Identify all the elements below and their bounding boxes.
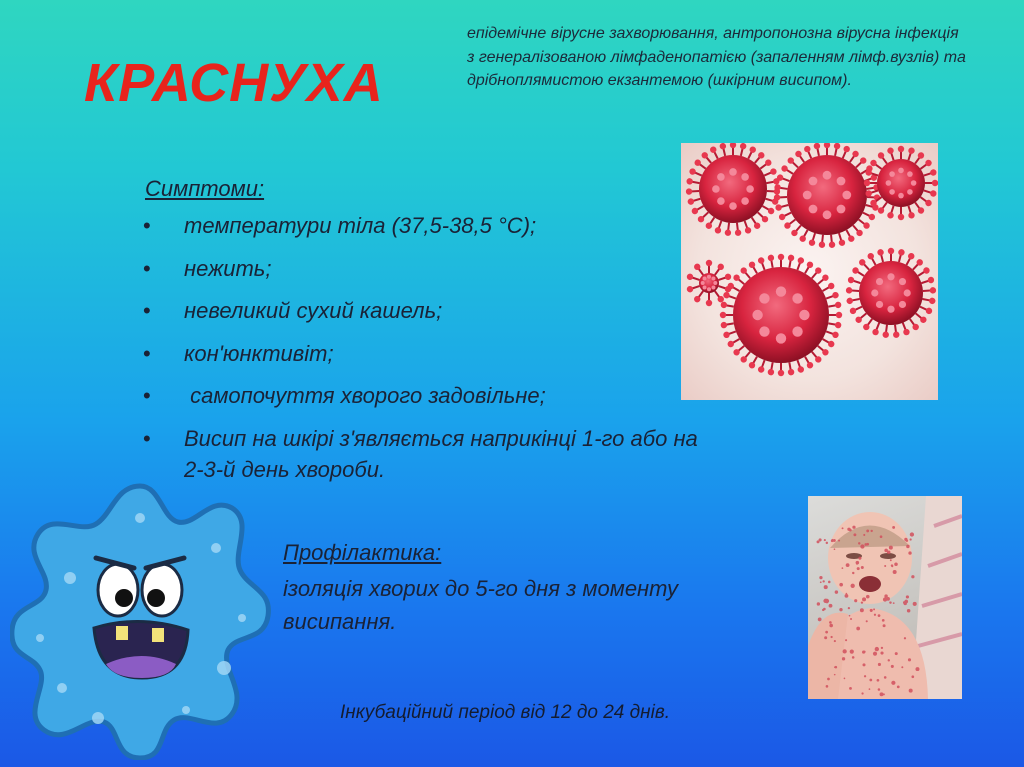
disease-definition: епідемічне вірусне захворювання, антропонозна вірусна інфекція з генералізованою лімфаденопатією (запаленням лімф.вузлів) та дрібноплямистою екзантемою (шкірним висипом).	[467, 25, 966, 89]
bullet-icon: •	[143, 425, 151, 451]
symptom-text: самопочуття хворого задовільне;	[184, 383, 546, 408]
prevention-text: ізоляція хворих до 5-го дня з моменту висипання.	[283, 576, 679, 634]
bullet-icon: •	[143, 213, 151, 238]
virus-particle	[774, 143, 881, 248]
symptom-text: невеликий сухий кашель;	[184, 298, 443, 323]
virus-particle	[686, 143, 781, 236]
symptom-text: температури тіла (37,5-38,5 °С);	[184, 213, 537, 238]
list-item	[140, 253, 700, 284]
symptom-text: нежить;	[184, 255, 272, 281]
list-item	[140, 295, 700, 326]
prevention-heading: Профілактика:	[283, 540, 442, 565]
bullet-icon: •	[143, 298, 151, 323]
baby-photo	[808, 496, 962, 699]
symptoms-list	[140, 210, 700, 496]
list-item	[140, 210, 700, 241]
virus-particle	[846, 248, 937, 338]
list-item	[140, 338, 700, 369]
baby-rash-icon	[808, 496, 962, 699]
symptom-text: Висип на шкірі з'являється наприкінці 1-го або на 2-3-й день хвороби.	[184, 425, 698, 482]
incubation-period: Інкубаційний період від 12 до 24 днів.	[340, 702, 671, 723]
list-item	[140, 380, 700, 411]
virus-image	[681, 143, 938, 400]
symptom-text: кон'юнктивіт;	[184, 340, 334, 366]
symptoms-heading: Симптоми:	[145, 176, 265, 201]
slide-title: КРАСНУХА	[84, 53, 384, 113]
virus-icon	[681, 143, 938, 400]
germ-mascot-icon	[10, 478, 272, 760]
virus-particle	[720, 254, 842, 376]
bullet-icon: •	[143, 255, 151, 281]
list-item	[140, 423, 700, 485]
bullet-icon: •	[143, 383, 151, 408]
bullet-icon: •	[143, 340, 151, 366]
virus-particle	[686, 260, 732, 306]
